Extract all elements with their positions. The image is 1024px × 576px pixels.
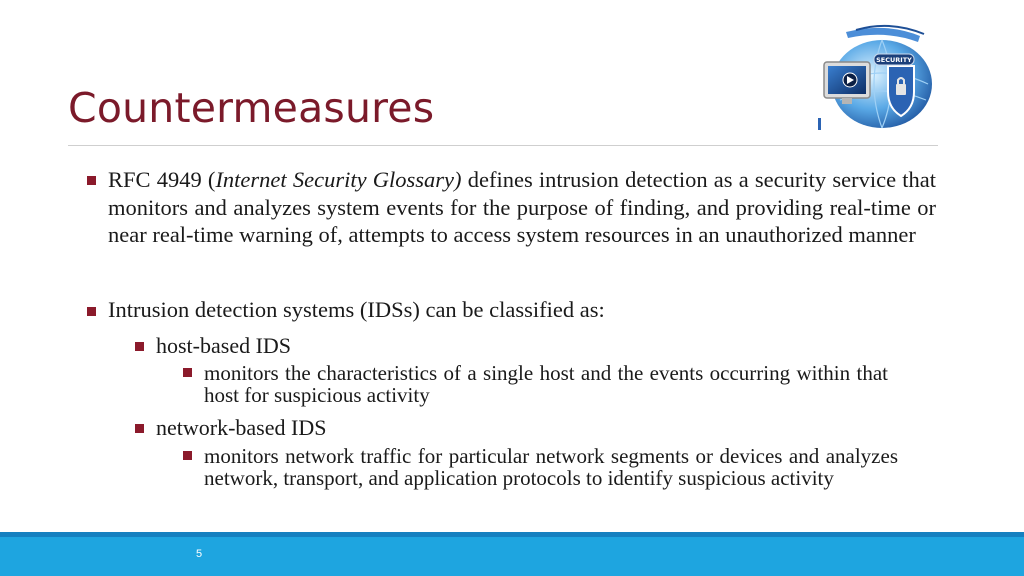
logo-text: SECURITY — [876, 56, 912, 64]
bullet-marker — [135, 342, 144, 351]
bullet-marker — [135, 424, 144, 433]
bullet-marker — [87, 176, 96, 185]
rfc-definition — [108, 166, 936, 249]
host-based-label: host-based IDS — [156, 333, 292, 358]
footer-bar — [0, 532, 1024, 576]
bullet-marker — [87, 307, 96, 316]
rfc-rest: defines intrusion detection as a security service that monitors and analyzes system events for the purpose of finding, and providing real-time or near real-time warning of, attempts to access system resources in an unauthorized manner — [108, 167, 937, 248]
rfc-glossary-title: Internet Security Glossary) — [215, 167, 462, 192]
network-based-label: network-based IDS — [156, 415, 327, 440]
title-divider — [68, 145, 938, 146]
security-shield-icon — [816, 22, 936, 132]
bullet-marker — [183, 368, 192, 377]
bullet-marker — [183, 451, 192, 460]
host-based-detail: monitors the characteristics of a single host and the events occurring within that host for suspicious activity — [204, 361, 888, 407]
slide-title: Countermeasures — [68, 84, 435, 132]
rfc-prefix: RFC 4949 ( — [108, 167, 216, 192]
page-number: 5 — [196, 548, 203, 560]
network-based-detail: monitors network traffic for particular network segments or devices and analyzes network, transport, and application protocols to identify suspicious activity — [204, 444, 898, 490]
ids-intro: Intrusion detection systems (IDSs) can be classified as: — [108, 297, 605, 322]
